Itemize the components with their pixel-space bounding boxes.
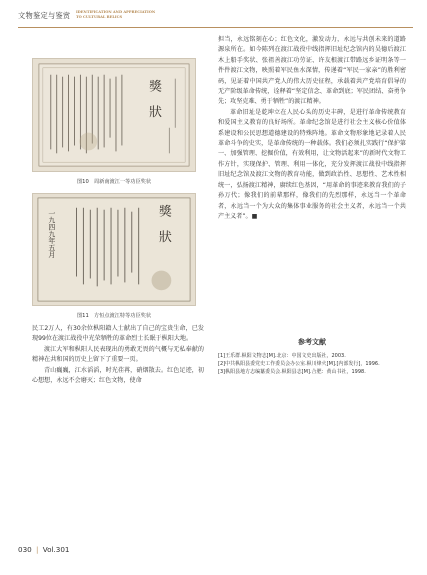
paragraph: 青山巍巍，江水滔滔，时光荏苒，硝烟散去。红色足迹，初心想想，永远不会磨灭；红色文物，使命 (32, 366, 204, 385)
page-number: 030 (18, 545, 32, 554)
certificate-stamp-text: 獎 狀 (145, 79, 162, 118)
certificate-image (33, 59, 195, 171)
certificate-image (33, 194, 195, 305)
reference-item: [3]枞阳县地方志编纂委员会.枞阳县志[M].合肥：黄山书社，1998. (218, 369, 366, 376)
paragraph: 民工2万人，有30余位枞阳籍人士献出了自己的宝贵生命，已发现99位在渡江战役中光荣牺牲的革命烈士长眠于枞阳大地。 (32, 325, 204, 343)
journal-section-title: 文物鉴定与鉴赏 (18, 11, 71, 20)
english-line-1: IDENTIFICATION AND APPRECIATION (76, 10, 156, 14)
volume-number: Vol.301 (42, 545, 70, 554)
paragraph: 渡江大军和枞阳人民表现出的勇敢无畏的气概与无私奉献的精神在共和国的历史上留下了重要一页。 (32, 345, 204, 364)
certificate-date-text: 一九四九年五月 (46, 209, 55, 258)
figure-10-photo (32, 58, 196, 172)
english-line-2: TO CULTURAL RELICS (76, 14, 123, 19)
reference-item: [1]王乐群.枞阳文物志[M].北京：中国文史出版社，2003. (218, 353, 346, 359)
paragraph: 革命旧址是乾坤立在人民心头的历史丰碑，是进行革命传统教育和爱国主义教育的良好场所。革命纪念馆是进行社会主义核心价值体系建设和公民思想道德建设的特殊阵地。革命文物形象地记录着人民革命斗争的史实，是革命传统的一种载体。我们必须扎实践行“保护第一、加强管理、挖掘价值，有效利用，让文物活起来”的新时代文物工作方针，实现保护、管理、利用一体化，充分发挥渡江战役中线指挥旧址纪念馆及渡江文物的教育功能，做到政治性、思想性、艺术性相统一，弘扬渡江精神，赓续红色基因，“用革命的事迹来教育我们的子孙万代；像我们的前辈那样，像我们的先烈那样，永远当一个革命者，永远当一个为大众的集体事业服务的社会主义者，永远当一个共产主义者”。■ (218, 108, 406, 220)
footer-separator: | (36, 545, 39, 554)
figure-10-caption: 图10 周新南渡江一等功臣奖状 (76, 179, 152, 185)
header-divider (18, 27, 413, 28)
paragraph: 担当，永远铭刻在心；红色文化，激发动力，永远与共创未来的道路源泉所在。如今陈列在渡江战役中线指挥旧址纪念馆内的吴德后渡江木上船手奖状、张祖善渡江功劳证、许友根渡江带路远乡证明条等一件件渡江文物，映照着军民鱼水深情，传递着“军民一家亲”的胜利密码，见证着中国共产党人的伟大历史征程，承载着共产党培育倡导的无产阶级革命传统，诠释着“坚定信念、革命到底；军民团结、奋勇争先；攻坚克难、勇于牺牲”的渡江精神。 (218, 36, 406, 106)
references-list (218, 352, 406, 377)
page-footer (18, 545, 70, 554)
page-header (18, 10, 413, 26)
journal-section-english (76, 10, 156, 19)
left-column-text (32, 324, 204, 386)
reference-item: [2]中共枞阳县委党史工作委员会办公室.枞川烽火[M].[内部发行]，1996. (218, 361, 380, 368)
certificate-stamp-text: 獎 狀 (155, 204, 171, 243)
right-column-text (218, 35, 406, 222)
figure-11-photo (32, 193, 196, 306)
figure-11-caption: 图11 方恒点渡江特等功臣奖状 (76, 313, 152, 319)
references-heading: 参考文献 (298, 338, 326, 346)
